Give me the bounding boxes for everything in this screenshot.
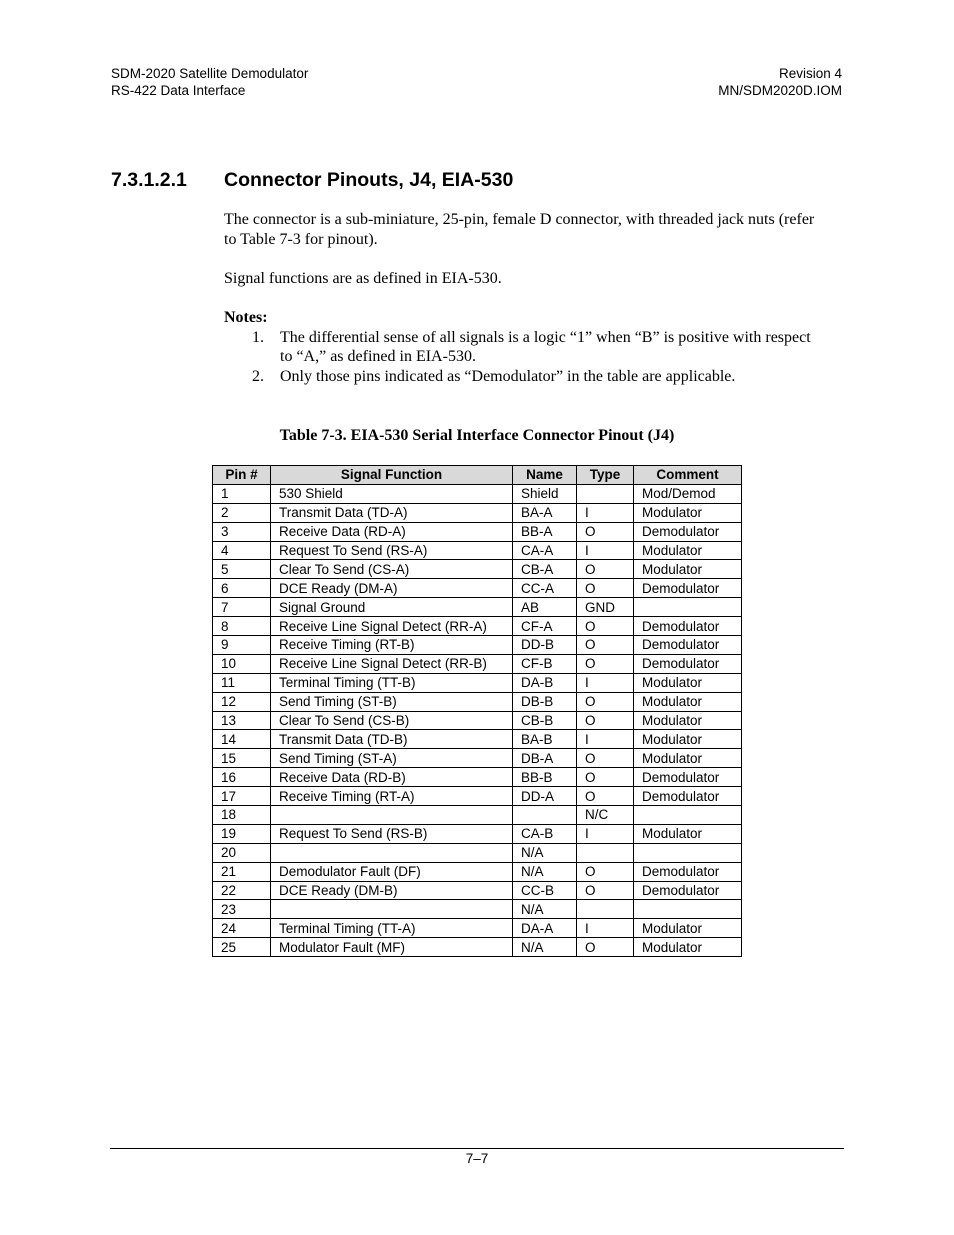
table-row bbox=[213, 484, 742, 503]
cell-signal-function: DCE Ready (DM-A) bbox=[271, 579, 513, 598]
note-item bbox=[224, 367, 824, 387]
cell-signal-function: DCE Ready (DM-B) bbox=[271, 881, 513, 900]
cell-name: AB bbox=[513, 598, 577, 617]
cell-comment: Demodulator bbox=[634, 768, 742, 787]
cell-name: N/A bbox=[513, 938, 577, 957]
header-doc-id: MN/SDM2020D.IOM bbox=[718, 82, 842, 98]
cell-type: GND bbox=[577, 598, 634, 617]
cell-pin: 6 bbox=[213, 579, 271, 598]
cell-comment bbox=[634, 843, 742, 862]
table-row bbox=[213, 673, 742, 692]
notes-block bbox=[224, 308, 824, 386]
cell-name: BA-A bbox=[513, 503, 577, 522]
table-row bbox=[213, 503, 742, 522]
cell-comment: Modulator bbox=[634, 692, 742, 711]
cell-type bbox=[577, 484, 634, 503]
cell-pin: 8 bbox=[213, 617, 271, 636]
table-row bbox=[213, 692, 742, 711]
cell-comment: Demodulator bbox=[634, 881, 742, 900]
cell-signal-function: Receive Data (RD-B) bbox=[271, 768, 513, 787]
cell-pin: 14 bbox=[213, 730, 271, 749]
page-header-left bbox=[111, 66, 308, 99]
table-row bbox=[213, 654, 742, 673]
cell-comment: Modulator bbox=[634, 711, 742, 730]
note-number: 1. bbox=[252, 328, 264, 346]
cell-pin: 19 bbox=[213, 824, 271, 843]
pinout-table bbox=[212, 465, 742, 957]
note-text: Only those pins indicated as “Demodulator” in the table are applicable. bbox=[280, 367, 736, 385]
cell-comment: Demodulator bbox=[634, 787, 742, 806]
note-text: The differential sense of all signals is a logic “1” when “B” is positive with respect to “A,” as defined in EIA-530. bbox=[280, 328, 811, 365]
cell-pin: 22 bbox=[213, 881, 271, 900]
cell-signal-function: Transmit Data (TD-A) bbox=[271, 503, 513, 522]
footer-divider bbox=[110, 1148, 844, 1149]
cell-signal-function: Receive Timing (RT-B) bbox=[271, 636, 513, 655]
cell-comment: Modulator bbox=[634, 824, 742, 843]
cell-type: O bbox=[577, 692, 634, 711]
note-item bbox=[224, 328, 824, 367]
cell-type: I bbox=[577, 824, 634, 843]
cell-comment bbox=[634, 900, 742, 919]
cell-signal-function: Send Timing (ST-A) bbox=[271, 749, 513, 768]
cell-signal-function: Request To Send (RS-A) bbox=[271, 541, 513, 560]
cell-signal-function: Request To Send (RS-B) bbox=[271, 824, 513, 843]
cell-type: I bbox=[577, 919, 634, 938]
cell-comment: Modulator bbox=[634, 560, 742, 579]
table-row bbox=[213, 598, 742, 617]
cell-pin: 24 bbox=[213, 919, 271, 938]
cell-comment: Modulator bbox=[634, 541, 742, 560]
cell-signal-function: Signal Ground bbox=[271, 598, 513, 617]
paragraph-connector-description: The connector is a sub-miniature, 25-pin, female D connector, with threaded jack nuts (refer to Table 7-3 for pinout). bbox=[224, 211, 815, 248]
note-number: 2. bbox=[252, 367, 264, 385]
cell-comment: Demodulator bbox=[634, 654, 742, 673]
cell-signal-function: Receive Line Signal Detect (RR-A) bbox=[271, 617, 513, 636]
cell-type: O bbox=[577, 560, 634, 579]
cell-pin: 9 bbox=[213, 636, 271, 655]
cell-name: DD-B bbox=[513, 636, 577, 655]
column-header-signal-function: Signal Function bbox=[271, 466, 513, 485]
cell-pin: 12 bbox=[213, 692, 271, 711]
cell-type: O bbox=[577, 787, 634, 806]
cell-name: CF-B bbox=[513, 654, 577, 673]
header-section-name: RS-422 Data Interface bbox=[111, 82, 246, 98]
table-row bbox=[213, 617, 742, 636]
cell-type: O bbox=[577, 862, 634, 881]
table-row bbox=[213, 541, 742, 560]
cell-type: O bbox=[577, 711, 634, 730]
cell-pin: 4 bbox=[213, 541, 271, 560]
cell-type: I bbox=[577, 503, 634, 522]
cell-name: BA-B bbox=[513, 730, 577, 749]
section-number: 7.3.1.2.1 bbox=[111, 169, 187, 191]
cell-pin: 2 bbox=[213, 503, 271, 522]
cell-type: I bbox=[577, 541, 634, 560]
cell-type bbox=[577, 843, 634, 862]
cell-signal-function: Receive Timing (RT-A) bbox=[271, 787, 513, 806]
cell-name: N/A bbox=[513, 900, 577, 919]
cell-comment: Modulator bbox=[634, 730, 742, 749]
cell-type: O bbox=[577, 522, 634, 541]
header-doc-title: SDM-2020 Satellite Demodulator bbox=[111, 66, 309, 81]
cell-signal-function: Clear To Send (CS-B) bbox=[271, 711, 513, 730]
cell-signal-function: Send Timing (ST-B) bbox=[271, 692, 513, 711]
cell-name bbox=[513, 806, 577, 825]
cell-name: N/A bbox=[513, 843, 577, 862]
header-revision: Revision 4 bbox=[778, 66, 842, 81]
section-heading bbox=[111, 169, 513, 192]
cell-pin: 16 bbox=[213, 768, 271, 787]
column-header-type: Type bbox=[577, 466, 634, 485]
cell-comment: Modulator bbox=[634, 919, 742, 938]
cell-pin: 20 bbox=[213, 843, 271, 862]
cell-comment: Demodulator bbox=[634, 862, 742, 881]
table-body bbox=[213, 484, 742, 956]
cell-comment bbox=[634, 806, 742, 825]
cell-name: BB-A bbox=[513, 522, 577, 541]
cell-name: CC-B bbox=[513, 881, 577, 900]
section-title: Connector Pinouts, J4, EIA-530 bbox=[224, 169, 514, 191]
cell-name: DA-A bbox=[513, 919, 577, 938]
cell-name: CB-A bbox=[513, 560, 577, 579]
cell-comment bbox=[634, 598, 742, 617]
page-number: 7–7 bbox=[465, 1151, 489, 1166]
cell-comment: Demodulator bbox=[634, 617, 742, 636]
cell-pin: 15 bbox=[213, 749, 271, 768]
cell-type: O bbox=[577, 579, 634, 598]
cell-pin: 5 bbox=[213, 560, 271, 579]
cell-comment: Demodulator bbox=[634, 579, 742, 598]
table-row bbox=[213, 787, 742, 806]
notes-list bbox=[224, 328, 824, 387]
cell-comment: Demodulator bbox=[634, 636, 742, 655]
table-caption: Table 7-3. EIA-530 Serial Interface Connector Pinout (J4) bbox=[279, 427, 675, 444]
table-row bbox=[213, 730, 742, 749]
cell-type: O bbox=[577, 881, 634, 900]
cell-type: O bbox=[577, 749, 634, 768]
cell-signal-function bbox=[271, 806, 513, 825]
table-row bbox=[213, 768, 742, 787]
cell-pin: 25 bbox=[213, 938, 271, 957]
cell-type: O bbox=[577, 636, 634, 655]
cell-name: CC-A bbox=[513, 579, 577, 598]
column-header-pin: Pin # bbox=[213, 466, 271, 485]
table-row bbox=[213, 900, 742, 919]
cell-type: I bbox=[577, 673, 634, 692]
cell-comment: Modulator bbox=[634, 938, 742, 957]
cell-signal-function: Receive Line Signal Detect (RR-B) bbox=[271, 654, 513, 673]
cell-comment: Modulator bbox=[634, 503, 742, 522]
table-row bbox=[213, 824, 742, 843]
cell-type: O bbox=[577, 654, 634, 673]
table-row bbox=[213, 522, 742, 541]
cell-type: O bbox=[577, 938, 634, 957]
table-row bbox=[213, 636, 742, 655]
cell-pin: 10 bbox=[213, 654, 271, 673]
cell-name: CA-B bbox=[513, 824, 577, 843]
cell-signal-function: Terminal Timing (TT-A) bbox=[271, 919, 513, 938]
cell-signal-function: Modulator Fault (MF) bbox=[271, 938, 513, 957]
column-header-name: Name bbox=[513, 466, 577, 485]
cell-signal-function: Receive Data (RD-A) bbox=[271, 522, 513, 541]
table-row bbox=[213, 749, 742, 768]
table-row bbox=[213, 843, 742, 862]
cell-signal-function: Demodulator Fault (DF) bbox=[271, 862, 513, 881]
table-row bbox=[213, 919, 742, 938]
table-row bbox=[213, 806, 742, 825]
column-header-comment: Comment bbox=[634, 466, 742, 485]
notes-title: Notes: bbox=[224, 309, 268, 326]
cell-pin: 7 bbox=[213, 598, 271, 617]
table-row bbox=[213, 560, 742, 579]
cell-pin: 3 bbox=[213, 522, 271, 541]
cell-type bbox=[577, 900, 634, 919]
cell-name: CA-A bbox=[513, 541, 577, 560]
cell-pin: 17 bbox=[213, 787, 271, 806]
cell-comment: Mod/Demod bbox=[634, 484, 742, 503]
cell-pin: 13 bbox=[213, 711, 271, 730]
cell-pin: 1 bbox=[213, 484, 271, 503]
cell-type: O bbox=[577, 768, 634, 787]
cell-type: N/C bbox=[577, 806, 634, 825]
cell-signal-function: Transmit Data (TD-B) bbox=[271, 730, 513, 749]
cell-name: DB-B bbox=[513, 692, 577, 711]
cell-name: BB-B bbox=[513, 768, 577, 787]
cell-comment: Modulator bbox=[634, 749, 742, 768]
cell-name: CF-A bbox=[513, 617, 577, 636]
table-header-row bbox=[213, 466, 742, 485]
cell-name: DD-A bbox=[513, 787, 577, 806]
cell-signal-function: Terminal Timing (TT-B) bbox=[271, 673, 513, 692]
page-header-right bbox=[718, 66, 842, 99]
table-row bbox=[213, 938, 742, 957]
cell-pin: 21 bbox=[213, 862, 271, 881]
cell-type: O bbox=[577, 617, 634, 636]
cell-signal-function bbox=[271, 900, 513, 919]
table-row bbox=[213, 579, 742, 598]
table-row bbox=[213, 881, 742, 900]
cell-name: Shield bbox=[513, 484, 577, 503]
cell-name: N/A bbox=[513, 862, 577, 881]
cell-comment: Modulator bbox=[634, 673, 742, 692]
cell-pin: 23 bbox=[213, 900, 271, 919]
paragraph-signal-functions: Signal functions are as defined in EIA-530. bbox=[224, 270, 502, 287]
cell-pin: 11 bbox=[213, 673, 271, 692]
cell-name: DB-A bbox=[513, 749, 577, 768]
cell-signal-function: 530 Shield bbox=[271, 484, 513, 503]
cell-name: CB-B bbox=[513, 711, 577, 730]
cell-comment: Demodulator bbox=[634, 522, 742, 541]
cell-name: DA-B bbox=[513, 673, 577, 692]
cell-signal-function bbox=[271, 843, 513, 862]
table-row bbox=[213, 711, 742, 730]
cell-pin: 18 bbox=[213, 806, 271, 825]
table-row bbox=[213, 862, 742, 881]
cell-type: I bbox=[577, 730, 634, 749]
cell-signal-function: Clear To Send (CS-A) bbox=[271, 560, 513, 579]
